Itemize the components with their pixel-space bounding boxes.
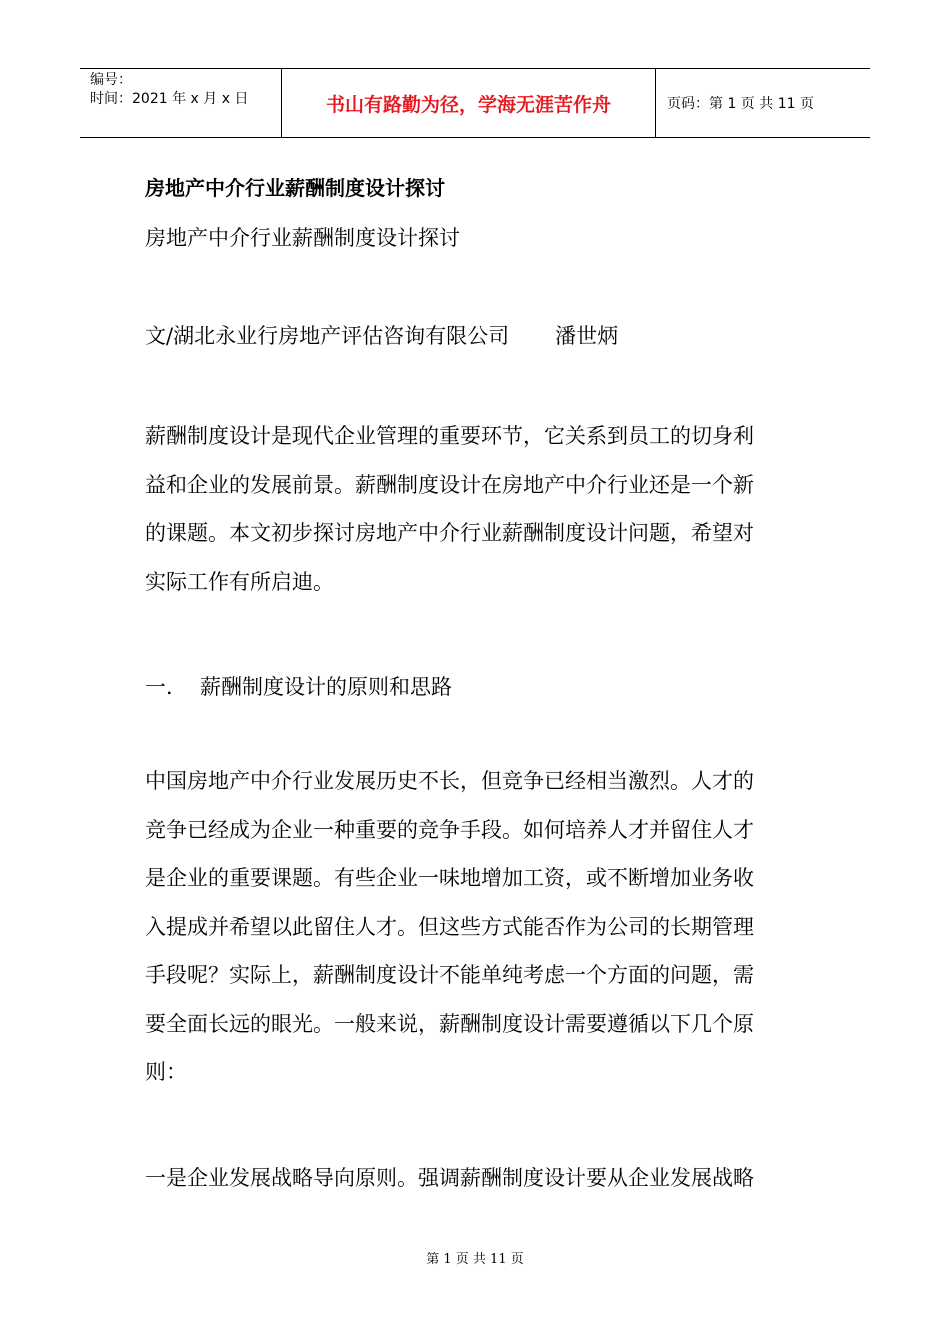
header-page-info: 页码：第 1 页 共 11 页 — [667, 96, 814, 112]
document-title: 房地产中介行业薪酬制度设计探讨 — [145, 176, 445, 200]
strategy-paragraph — [145, 1166, 810, 1215]
document-date: 时间：2021 年 x 月 x 日 — [90, 91, 249, 107]
page-footer: 第 1 页 共 11 页 — [426, 1252, 524, 1267]
text-line: 是企业的重要课题。有些企业一味地增加工资，或不断增加业务收 — [145, 866, 754, 890]
principles-paragraph — [145, 769, 810, 1109]
header-motto-cell — [281, 69, 656, 137]
text-line: 薪酬制度设计是现代企业管理的重要环节，它关系到员工的切身利 — [145, 424, 754, 448]
byline-organization: 文/湖北永业行房地产评估咨询有限公司 — [145, 324, 510, 348]
text-line: 竞争已经成为企业一种重要的竞争手段。如何培养人才并留住人才 — [145, 817, 754, 842]
document-header — [80, 68, 870, 138]
text-line: 实际工作有所启迪。 — [145, 569, 334, 594]
header-motto: 书山有路勤为径，学海无涯苦作舟 — [325, 93, 611, 116]
intro-paragraph — [145, 424, 810, 618]
text-line: 则： — [145, 1060, 187, 1084]
header-page-cell — [656, 69, 870, 137]
text-line: 的课题。本文初步探讨房地产中介行业薪酬制度设计问题，希望对 — [145, 521, 754, 545]
text-line: 一是企业发展战略导向原则。强调薪酬制度设计要从企业发展战略 — [145, 1166, 754, 1190]
byline-author: 潘世炳 — [555, 324, 619, 348]
section-heading — [145, 671, 452, 701]
document-subtitle: 房地产中介行业薪酬制度设计探讨 — [145, 226, 460, 250]
section-number: 一． — [145, 675, 187, 699]
text-line: 益和企业的发展前景。薪酬制度设计在房地产中介行业还是一个新 — [145, 472, 754, 497]
text-line: 手段呢？实际上，薪酬制度设计不能单纯考虑一个方面的问题，需 — [145, 963, 754, 987]
text-line: 中国房地产中介行业发展历史不长，但竞争已经相当激烈。人才的 — [145, 769, 754, 793]
text-line: 入提成并希望以此留住人才。但这些方式能否作为公司的长期管理 — [145, 914, 754, 939]
byline — [145, 320, 618, 350]
document-number-label: 编号： — [90, 72, 132, 88]
header-meta-cell — [80, 69, 281, 137]
text-line: 要全面长远的眼光。一般来说，薪酬制度设计需要遵循以下几个原 — [145, 1011, 754, 1036]
section-title: 薪酬制度设计的原则和思路 — [200, 675, 452, 699]
